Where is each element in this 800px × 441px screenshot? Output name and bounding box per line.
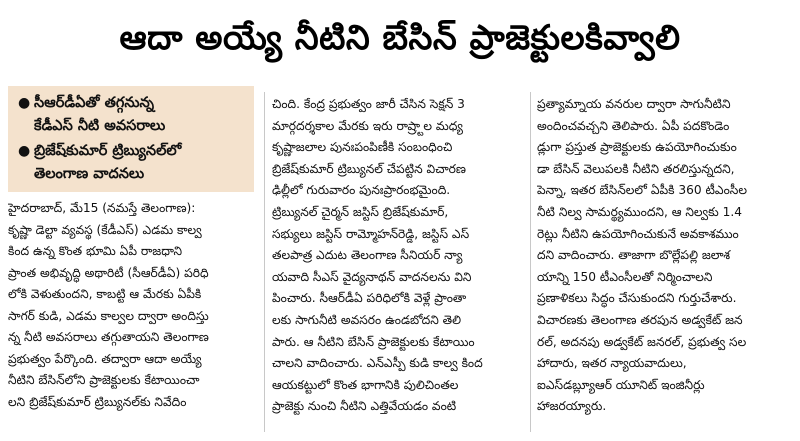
text-line: బ్రిజేష్‌కుమార్‌ ట్రిబ్యునల్‌ చేపట్టిన విచారణ — [272, 161, 466, 176]
text-line: హాదారు, ఇతర న్యాయవాదులు, — [537, 356, 687, 371]
text-line: ప్రాంత అభివృద్ధి అథారిటీ (సీఆర్‌డీఏ) పరిధి — [8, 265, 209, 280]
highlight-line: తెలంగాణ వాదనలు — [34, 166, 145, 182]
text-line: ప్రణాళికలు సిద్ధం చేసుకుందని గుర్తుచేశారు. — [537, 291, 737, 306]
text-line: ప్రభుత్వం పేర్కొంది. తద్వారా ఆదా అయ్యే — [8, 351, 202, 366]
article-column-2 — [272, 94, 524, 418]
text-line: న్న నీటి అవసరాలు తగ్గుతాయని తెలంగాణ — [8, 330, 209, 344]
highlights-box — [8, 86, 254, 192]
text-line: పెన్నా, ఇతర బేసిన్‌లలో ఏపీకి 360 టీఎంసీల — [537, 183, 747, 198]
text-line: లని బ్రిజేష్‌కుమార్‌ ట్రిబ్యునల్‌కు నివేదిం — [8, 394, 187, 409]
highlight-line: సీఆర్‌డీఏతో తగ్గనున్న — [34, 95, 155, 111]
article-column-1 — [8, 198, 258, 413]
text-line: లకు సాగునీటి అవసరం ఉండబోదని తెలి — [272, 312, 462, 327]
text-line: ప్రత్యామ్నాయ వనరుల ద్వారా సాగునీటిని — [537, 97, 731, 111]
text-line: డ్లుగా ప్రస్తుత ప్రాజెక్టులకు ఉపయోగించుకుం — [537, 140, 737, 155]
text-line: ఢిల్లీలో గురువారం పునఃప్రారంభమైంది. — [272, 183, 451, 198]
highlight-line: బ్రిజేష్‌కుమార్‌ ట్రిబ్యునల్‌లో — [34, 143, 182, 159]
text-line: ట్రిబ్యునల్‌ చైర్మన్‌ జస్టిస్‌ బ్రిజేష్‌కుమార్‌, — [272, 204, 449, 219]
text-line: రల్‌, అదనపు అడ్వకేట్‌ జనరల్‌, ప్రభుత్వ సల — [537, 334, 747, 349]
text-line: యవాది సీఎస్‌ వైద్యనాథన్‌ వాదనలను విని — [272, 269, 472, 284]
text-line: సాగర్‌ కుడి, ఎడమ కాల్వల ద్వారా అందిస్తు — [8, 308, 209, 323]
text-line: కృష్ణా డెల్టా వ్యవస్థ (కేడీఎస్‌) ఎడమ కాల్వ — [8, 222, 202, 237]
column-divider — [530, 92, 531, 432]
bullet-icon: ● — [18, 95, 31, 111]
text-line: నీటి నిల్వ సామర్థ్యముందని, ఆ నిల్వకు 1.4 — [537, 204, 742, 219]
text-line: చాలని వాదించారు. ఎన్‌ఎస్పీ కుడి కాల్వ కింద — [272, 356, 483, 371]
text-line: అందించవచ్చని తెలిపారు. ఏపీ పదకొండెం — [537, 118, 730, 133]
text-line: తలపాత్ర ఎదుట తెలంగాణ సీనియర్‌ న్యా — [272, 248, 463, 263]
text-line: దని వాదించారు. తాజాగా బొల్లేపల్లి జలాశ — [537, 248, 731, 263]
bullet-icon: ● — [18, 143, 31, 159]
text-line: పించారు. సీఆర్‌డీఏ పరిధిలోకి వెళ్లే ప్రాంతా — [272, 291, 467, 306]
text-line: సభ్యులు జస్టిస్‌ రామ్మోహన్‌రెడ్డి, జస్టిస్‌ ఎస్‌ — [272, 226, 470, 241]
text-line: ఆయకట్టులో కొంత భాగానికి పులిచింతల — [272, 377, 459, 392]
text-line: విచారణకు తెలంగాణ తరపున అడ్వకేట్‌ జన — [537, 312, 743, 327]
text-line: ప్రాజెక్టు నుంచి నీటిని ఎత్తివేయడం వంటి — [272, 399, 457, 414]
headline: ఆదా అయ్యే నీటిని బేసిన్‌ ప్రాజెక్టులకివ్వాలి — [119, 18, 681, 58]
article-column-3 — [537, 94, 793, 418]
text-line: ఐఎస్‌డబ్ల్యూఆర్‌ యూనిట్‌ ఇంజినీర్లు — [537, 377, 705, 392]
text-line: మార్గదర్శకాల మేరకు ఇరు రాష్ర్టాల మధ్య — [272, 118, 463, 133]
text-line: హైదరాబాద్‌, మే15 (నమస్తే తెలంగాణ): — [8, 201, 196, 215]
text-line: చింది. కేంద్ర ప్రభుత్వం జారీ చేసిన సెక్షన్‌ 3 — [272, 97, 465, 111]
text-line: కృష్ణాజలాల పునఃపంపిణీకి సంబంధించి — [272, 140, 453, 155]
column-divider — [264, 92, 265, 432]
text-line: కింద ఉన్న కొంత భూమి ఏపీ రాజధాని — [8, 244, 183, 258]
text-line: యాన్ని 150 టీఎంసీలతో నిర్మించాలని — [537, 269, 713, 284]
highlight-item — [18, 92, 248, 138]
text-line: హాజరయ్యారు. — [537, 399, 607, 414]
highlight-item — [18, 140, 248, 186]
text-line: రెట్లు నీటిని ఉపయోగించుకునే అవకాశముం — [537, 226, 739, 241]
text-line: డా బేసిన్‌ వెలుపలకి నీటిని తరలిస్తున్నదని, — [537, 161, 735, 176]
text-line: లోకి వెళుతుందని, కాబట్టి ఆ మేరకు ఏపీకి — [8, 287, 202, 301]
text-line: నీటిని బేసిన్‌లోని ప్రాజెక్టులకు కేటాయించా — [8, 373, 200, 387]
text-line: పారు. ఆ నీటిని బేసిన్‌ ప్రాజెక్టులకు కేటాయిం — [272, 334, 475, 349]
highlight-line: కేడీఎస్‌ నీటి అవసరాలు — [34, 118, 166, 134]
